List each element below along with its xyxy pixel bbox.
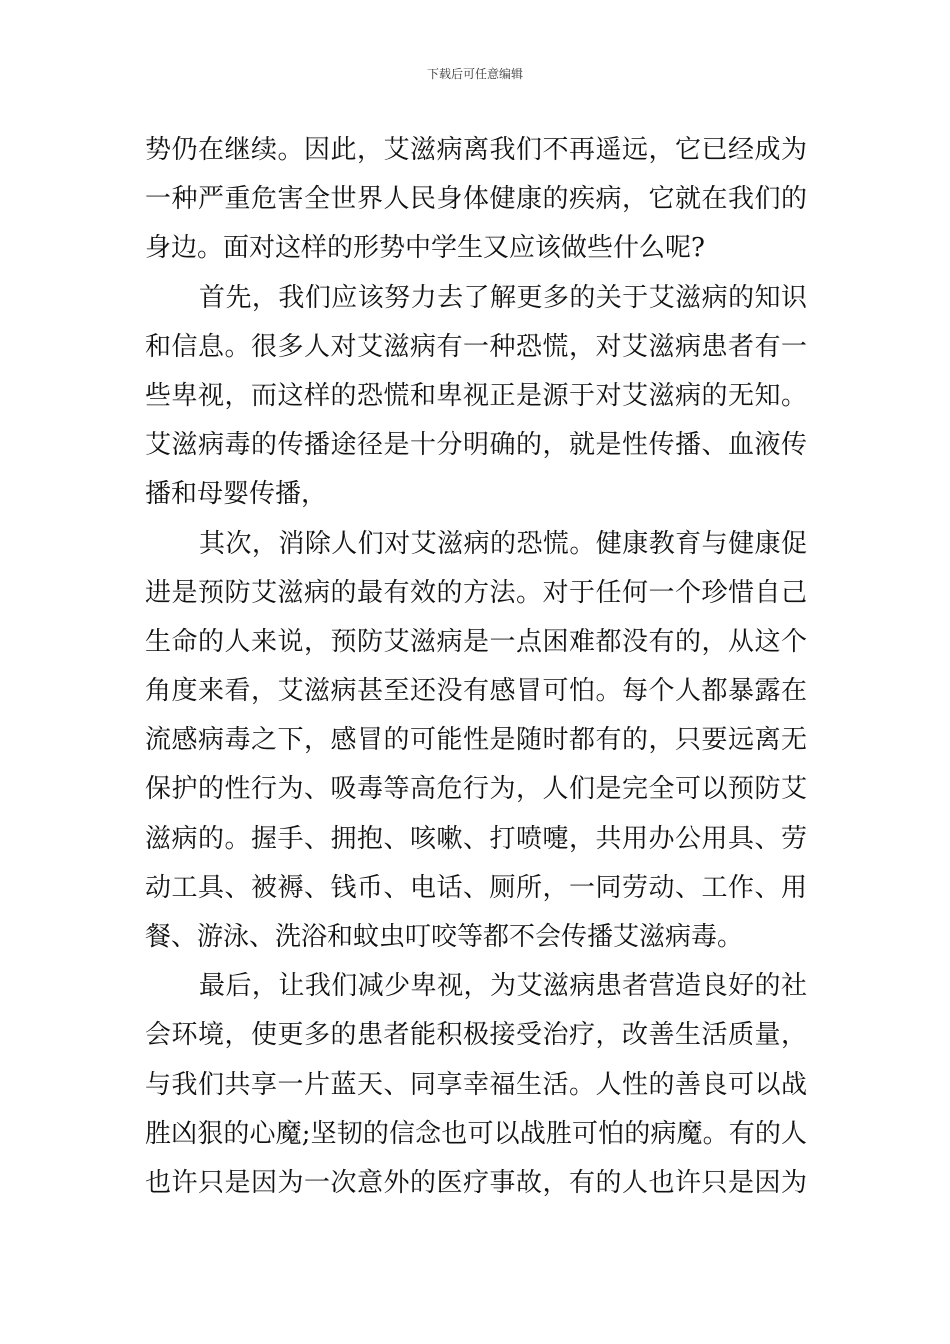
- text-line: 保护的性行为、吸毒等高危行为，人们是完全可以预防艾: [145, 774, 807, 805]
- text-line: 身边。面对这样的形势中学生又应该做些什么呢?: [145, 233, 705, 264]
- text-line: 餐、游泳、洗浴和蚊虫叮咬等都不会传播艾滋病毒。: [145, 922, 744, 952]
- text-line: 与我们共享一片蓝天、同享幸福生活。人性的善良可以战: [145, 1069, 807, 1100]
- text-line: 动工具、被褥、钱币、电话、厕所，一同劳动、工作、用: [145, 872, 807, 903]
- text-line: 和信息。很多人对艾滋病有一种恐慌，对艾滋病患者有一: [145, 331, 807, 362]
- text-line: 胜凶狠的心魔;坚韧的信念也可以战胜可怕的病魔。有的人: [145, 1118, 807, 1149]
- text-line: 流感病毒之下，感冒的可能性是随时都有的，只要远离无: [145, 725, 807, 756]
- text-line: 最后，让我们减少卑视，为艾滋病患者营造良好的社: [199, 971, 807, 1002]
- text-line: 播和母婴传播，: [145, 479, 328, 510]
- text-line: 角度来看，艾滋病甚至还没有感冒可怕。每个人都暴露在: [145, 676, 807, 707]
- text-line: 些卑视，而这样的恐慌和卑视正是源于对艾滋病的无知。: [145, 380, 807, 411]
- body-text: [145, 126, 807, 1208]
- text-line: 生命的人来说，预防艾滋病是一点困难都没有的，从这个: [145, 626, 807, 657]
- text-line: 会环境，使更多的患者能积极接受治疗，改善生活质量，: [145, 1020, 807, 1051]
- text-line: 滋病的。握手、拥抱、咳嗽、打喷嚏，共用办公用具、劳: [145, 823, 807, 854]
- text-line: 势仍在继续。因此，艾滋病离我们不再遥远，它已经成为: [145, 135, 807, 165]
- text-line: 艾滋病毒的传播途径是十分明确的，就是性传播、血液传: [145, 430, 807, 461]
- text-line: 一种严重危害全世界人民身体健康的疾病，它就在我们的: [145, 184, 807, 215]
- text-line: 进是预防艾滋病的最有效的方法。对于任何一个珍惜自己: [145, 577, 807, 608]
- text-line: 其次，消除人们对艾滋病的恐慌。健康教育与健康促: [199, 528, 807, 559]
- text-line: 首先，我们应该努力去了解更多的关于艾滋病的知识: [199, 282, 807, 313]
- text-line: 也许只是因为一次意外的医疗事故，有的人也许只是因为: [145, 1167, 807, 1198]
- page-header: 下载后可任意编辑: [426, 67, 523, 81]
